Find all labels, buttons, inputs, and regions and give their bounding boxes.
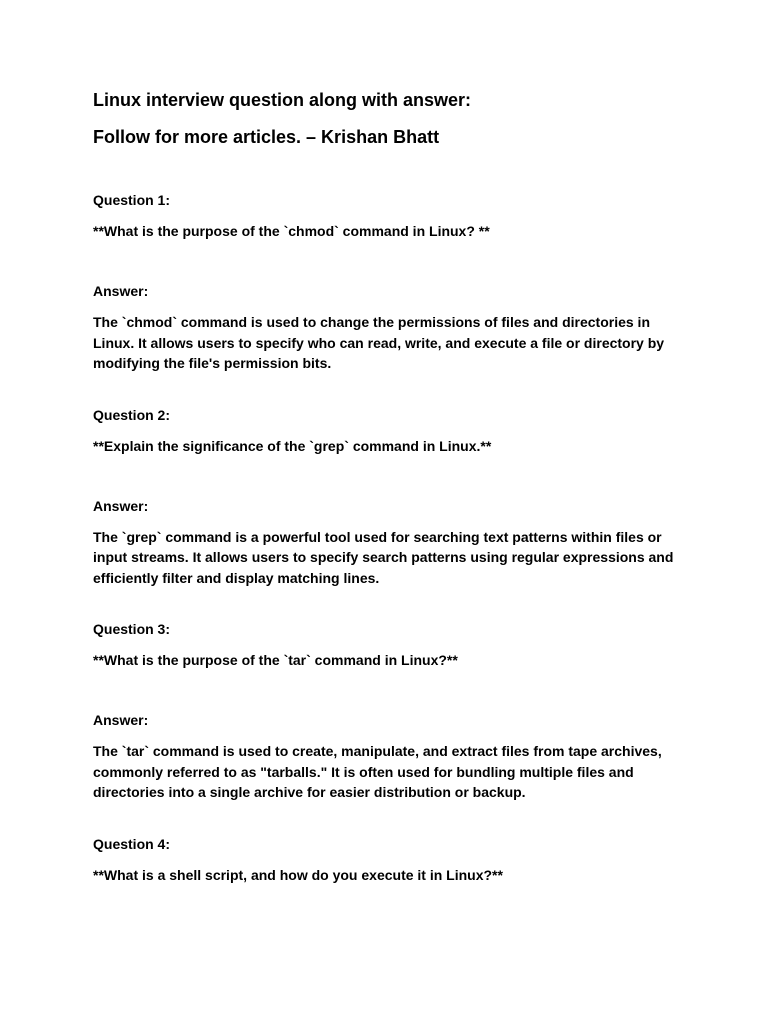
answer-label: Answer: (93, 283, 149, 299)
qa-list (93, 190, 683, 885)
answer-text: The `chmod` command is used to change the permissions of files and directories in Linux. It allows users to specify who can read, write, and execute a file or directory by modifying the file's permission bits. (93, 314, 665, 371)
question-text: **What is a shell script, and how do you execute it in Linux?** (93, 866, 503, 883)
question-label: Question 2: (93, 406, 171, 423)
question-text: **Explain the significance of the `grep` command in Linux.** (93, 437, 492, 454)
answer-text: The `tar` command is used to create, manipulate, and extract files from tape archives, commonly referred to as "tarballs." It is often used for bundling multiple files and directories into a single archive for easier distribution or backup. (93, 743, 662, 800)
question-label: Question 1: (93, 192, 171, 208)
qa-item (93, 405, 683, 589)
answer-label: Answer: (93, 712, 149, 728)
question-text: **What is the purpose of the `tar` command in Linux?** (93, 652, 458, 668)
qa-item (93, 619, 683, 803)
answer-text: The `grep` command is a powerful tool used for searching text patterns within files or input streams. It allows users to specify search patterns using regular expressions and efficiently filter and display matching lines. (93, 528, 674, 586)
document-body (93, 88, 683, 916)
question-label: Question 4: (93, 835, 171, 852)
qa-item (93, 190, 683, 374)
question-label: Question 3: (93, 621, 171, 637)
answer-label: Answer: (93, 497, 149, 514)
document-title: Linux interview question along with answer: (93, 90, 472, 110)
question-text: **What is the purpose of the `chmod` command in Linux? ** (93, 223, 490, 239)
document-subtitle: Follow for more articles. – Krishan Bhatt (93, 127, 440, 147)
qa-item (93, 834, 683, 885)
